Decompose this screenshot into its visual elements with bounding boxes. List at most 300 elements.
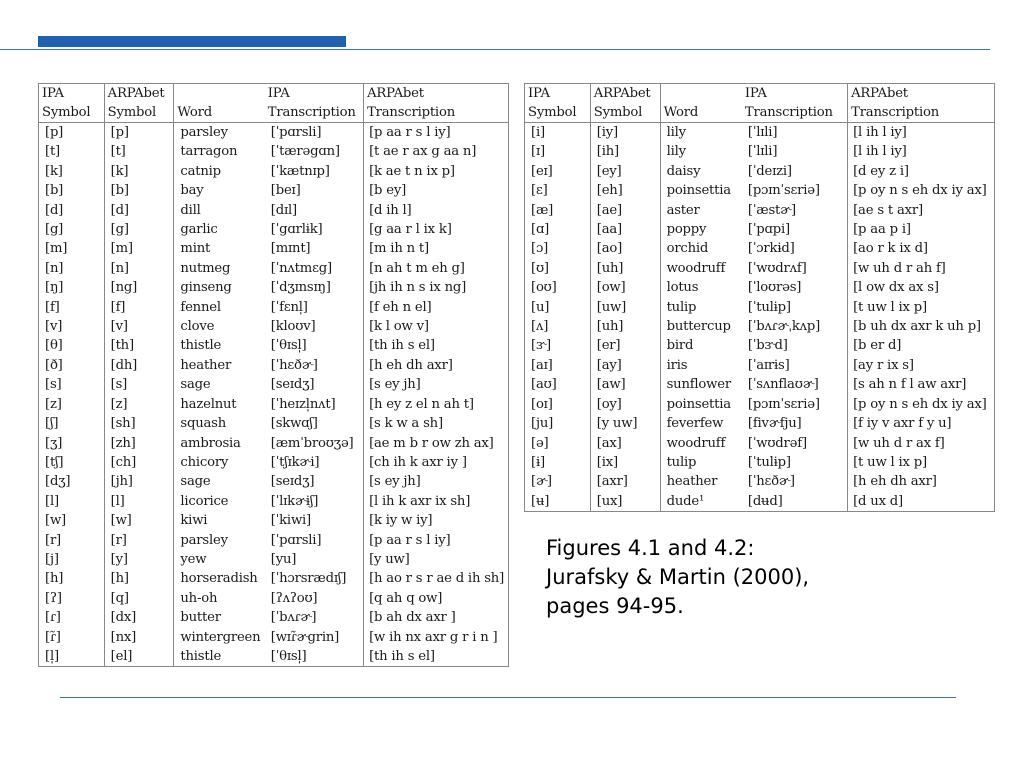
cell-word: dude¹: [666, 493, 705, 509]
cell-word: garlic: [180, 222, 218, 238]
cell-word: parsley: [180, 125, 228, 140]
cell-ipa-symbol: [r]: [39, 531, 105, 550]
cell-arpabet-transcription: [ao r k ix d]: [853, 241, 928, 257]
cell-ipa-symbol: [k]: [39, 162, 105, 181]
cell-word: clove: [180, 319, 215, 335]
table-row: [525, 123, 995, 143]
header-ipa: IPA: [525, 84, 591, 104]
cell-word: chicory: [180, 454, 229, 470]
cell-arpabet-transcription: [l ow dx ax s]: [853, 280, 939, 296]
cell-word: sage: [180, 474, 211, 490]
cell-ipa-transcription: [ˈheɪzl̩nʌt]: [265, 395, 364, 414]
cell-ipa-transcription: [ˈtulɨp]: [742, 298, 848, 317]
cell-arpabet-symbol: [dx]: [104, 608, 174, 627]
cell-ipa-transcription: [ˈgɑrlɨk]: [265, 220, 364, 239]
cell-arpabet-symbol: [q]: [104, 589, 174, 608]
cell-arpabet-transcription: [q ah q ow]: [369, 590, 443, 606]
cell-arpabet-symbol: [z]: [104, 395, 174, 414]
cell-arpabet-symbol: [sh]: [104, 414, 174, 433]
table-row: [525, 317, 995, 336]
table-row: [39, 181, 509, 200]
header-symbol: Symbol: [525, 103, 591, 123]
table-row: [39, 336, 509, 355]
cell-ipa-symbol: [b]: [39, 181, 105, 200]
cell-word: squash: [180, 416, 227, 432]
cell-ipa-symbol: [z]: [39, 395, 105, 414]
cell-word: bird: [666, 338, 694, 354]
cell-ipa-transcription: [seɪdʒ]: [265, 375, 364, 394]
header-symbol: Symbol: [590, 103, 660, 123]
cell-ipa-transcription: [ˈaɪrɨs]: [742, 356, 848, 375]
cell-word: tarragon: [180, 144, 238, 160]
table-row: [525, 239, 995, 258]
cell-arpabet-symbol: [nx]: [104, 628, 174, 647]
cell-ipa-transcription: [mɪnt]: [265, 239, 364, 258]
table-row: [39, 142, 509, 161]
cell-arpabet-symbol: [k]: [104, 162, 174, 181]
header-row-1: [525, 84, 995, 104]
cell-word: sunflower: [666, 377, 731, 393]
cell-word: iris: [666, 357, 688, 373]
cell-arpabet-symbol: [n]: [104, 259, 174, 278]
cell-ipa-symbol: [tʃ]: [39, 453, 105, 472]
table-row: [39, 628, 509, 647]
cell-arpabet-transcription: [t uw l ix p]: [853, 299, 927, 315]
cell-arpabet-transcription: [ae m b r ow zh ax]: [369, 435, 494, 451]
cell-ipa-symbol: [ɾ]: [39, 608, 105, 627]
cell-arpabet-transcription: [p oy n s eh dx iy ax]: [853, 396, 987, 412]
header-transcription: Transcription: [364, 103, 509, 123]
cell-word: woodruff: [666, 435, 726, 451]
cell-ipa-symbol: [l̩]: [39, 647, 105, 667]
cell-word: butter: [180, 610, 221, 626]
table-row: [525, 356, 995, 375]
cell-arpabet-transcription: [th ih s el]: [369, 648, 435, 664]
header-ipa: IPA: [265, 84, 364, 104]
cell-arpabet-transcription: [th ih s el]: [369, 338, 435, 354]
table-row: [39, 434, 509, 453]
cell-arpabet-transcription: [d ih l]: [369, 202, 412, 218]
cell-arpabet-transcription: [k iy w iy]: [369, 513, 433, 529]
cell-ipa-symbol: [h]: [39, 569, 105, 588]
table-row: [39, 395, 509, 414]
figure-caption: [546, 534, 966, 621]
header-symbol: Symbol: [39, 103, 105, 123]
table-row: [39, 298, 509, 317]
cell-arpabet-transcription: [p aa p i]: [853, 222, 911, 238]
cell-ipa-symbol: [aɪ]: [525, 356, 591, 375]
cell-arpabet-symbol: [ax]: [590, 434, 660, 453]
cell-ipa-symbol: [j]: [39, 550, 105, 569]
cell-arpabet-transcription: [m ih n t]: [369, 241, 429, 257]
cell-arpabet-symbol: [ng]: [104, 278, 174, 297]
cell-arpabet-symbol: [f]: [104, 298, 174, 317]
cell-arpabet-symbol: [oy]: [590, 395, 660, 414]
cell-word: feverfew: [666, 416, 724, 432]
cell-ipa-transcription: [pɔɪnˈsɛriə]: [742, 395, 848, 414]
cell-ipa-transcription: [ˈhɔrsrædɪʃ]: [265, 569, 364, 588]
cell-arpabet-symbol: [ux]: [590, 492, 660, 512]
cell-ipa-symbol: [ju]: [525, 414, 591, 433]
cell-ipa-symbol: [u]: [525, 298, 591, 317]
table-row: [525, 201, 995, 220]
cell-ipa-transcription: [ˈbʌɾɚ]: [265, 608, 364, 627]
cell-word: tulip: [666, 299, 697, 315]
table-row: [39, 511, 509, 530]
cell-ipa-transcription: [ˈtærəgɑn]: [265, 142, 364, 161]
table-row: [39, 492, 509, 511]
cell-ipa-symbol: [v]: [39, 317, 105, 336]
cell-word: wintergreen: [180, 629, 261, 645]
header-row-1: [39, 84, 509, 104]
cell-arpabet-symbol: [y uw]: [590, 414, 660, 433]
caption-line: Jurafsky & Martin (2000),: [546, 565, 810, 589]
cell-ipa-symbol: [ɝ]: [525, 336, 591, 355]
cell-ipa-transcription: [skwɑʃ]: [265, 414, 364, 433]
header-arpabet: ARPAbet: [104, 84, 174, 104]
table-row: [39, 356, 509, 375]
cell-arpabet-symbol: [s]: [104, 375, 174, 394]
cell-word: poinsettia: [666, 396, 731, 412]
cell-word: lily: [666, 144, 686, 160]
table-row: [525, 220, 995, 239]
cell-ipa-symbol: [ə]: [525, 434, 591, 453]
table-row: [39, 531, 509, 550]
cell-arpabet-transcription: [p aa r s l iy]: [369, 532, 451, 548]
cell-arpabet-symbol: [v]: [104, 317, 174, 336]
cell-ipa-transcription: [ˈdeɪzi]: [742, 162, 848, 181]
cell-ipa-symbol: [n]: [39, 259, 105, 278]
cell-arpabet-transcription: [f iy v axr f y u]: [853, 416, 952, 432]
cell-ipa-transcription: [ˈlɪli]: [742, 123, 848, 143]
cell-ipa-transcription: [ˈkiwi]: [265, 511, 364, 530]
cell-word: fennel: [180, 299, 221, 315]
table-row: [39, 472, 509, 491]
cell-word: buttercup: [666, 319, 731, 335]
cell-arpabet-transcription: [h eh dh axr]: [369, 357, 453, 373]
cell-arpabet-transcription: [h eh dh axr]: [853, 474, 937, 490]
table-row: [39, 220, 509, 239]
cell-word: yew: [180, 551, 207, 567]
table-row: [39, 259, 509, 278]
cell-arpabet-transcription: [w uh d r ax f]: [853, 435, 945, 451]
cell-ipa-transcription: [ˈwʊdrʌf]: [742, 259, 848, 278]
cell-arpabet-transcription: [t uw l ix p]: [853, 454, 927, 470]
cell-arpabet-transcription: [l ih l iy]: [853, 125, 907, 140]
cell-ipa-transcription: [ˈlɪli]: [742, 142, 848, 161]
cell-word: thistle: [180, 338, 222, 354]
cell-arpabet-symbol: [uw]: [590, 298, 660, 317]
cell-ipa-transcription: [yu]: [265, 550, 364, 569]
cell-arpabet-symbol: [h]: [104, 569, 174, 588]
cell-word: heather: [180, 357, 232, 373]
cell-word: woodruff: [666, 260, 726, 276]
header-transcription: Transcription: [848, 103, 995, 123]
table-row: [39, 239, 509, 258]
cell-arpabet-symbol: [er]: [590, 336, 660, 355]
cell-arpabet-symbol: [zh]: [104, 434, 174, 453]
table-row: [525, 142, 995, 161]
cell-ipa-symbol: [p]: [39, 123, 105, 143]
table-row: [39, 414, 509, 433]
header-ipa: IPA: [39, 84, 105, 104]
cell-ipa-symbol: [ð]: [39, 356, 105, 375]
cell-ipa-transcription: [ˈpɑrsli]: [265, 531, 364, 550]
cell-arpabet-transcription: [k l ow v]: [369, 319, 429, 335]
cell-arpabet-transcription: [f eh n el]: [369, 299, 432, 315]
cell-word: licorice: [180, 493, 229, 509]
cell-arpabet-transcription: [s ey jh]: [369, 474, 421, 490]
cell-arpabet-transcription: [h ey z el n ah t]: [369, 396, 474, 412]
cell-ipa-symbol: [ɚ]: [525, 472, 591, 491]
cell-ipa-symbol: [oʊ]: [525, 278, 591, 297]
cell-ipa-transcription: [ˈbɝd]: [742, 336, 848, 355]
cell-arpabet-symbol: [aw]: [590, 375, 660, 394]
cell-ipa-transcription: [beɪ]: [265, 181, 364, 200]
table-row: [39, 162, 509, 181]
cell-arpabet-transcription: [d ey z i]: [853, 163, 909, 179]
cell-ipa-symbol: [ɔ]: [525, 239, 591, 258]
cell-ipa-symbol: [t]: [39, 142, 105, 161]
cell-ipa-symbol: [ʊ]: [525, 259, 591, 278]
cell-word: parsley: [180, 532, 228, 548]
cell-word: lotus: [666, 280, 699, 296]
cell-word: poinsettia: [666, 183, 731, 199]
cell-arpabet-transcription: [ch ih k axr iy ]: [369, 454, 467, 470]
cell-ipa-symbol: [ʒ]: [39, 434, 105, 453]
table-row: [39, 453, 509, 472]
cell-ipa-transcription: [ˈhɛðɚ]: [742, 472, 848, 491]
cell-arpabet-transcription: [b er d]: [853, 338, 902, 354]
cell-ipa-symbol: [ʃ]: [39, 414, 105, 433]
top-divider: [0, 49, 990, 50]
cell-ipa-transcription: [ˈpɑrsli]: [265, 123, 364, 143]
cell-ipa-transcription: [seɪdʒ]: [265, 472, 364, 491]
cell-ipa-symbol: [dʒ]: [39, 472, 105, 491]
cell-arpabet-symbol: [p]: [104, 123, 174, 143]
cell-ipa-transcription: [ˈæstɚ]: [742, 201, 848, 220]
table-row: [39, 647, 509, 667]
table-row: [39, 317, 509, 336]
cell-ipa-symbol: [m]: [39, 239, 105, 258]
table-row: [39, 375, 509, 394]
cell-ipa-transcription: [dʉd]: [742, 492, 848, 512]
table-row: [525, 298, 995, 317]
header-arpabet: ARPAbet: [851, 86, 908, 101]
cell-ipa-transcription: [ˈtulɨp]: [742, 453, 848, 472]
cell-ipa-transcription: [ˈɔrkɨd]: [742, 239, 848, 258]
cell-word: horseradish: [180, 571, 258, 587]
cell-arpabet-transcription: [l ih l iy]: [853, 144, 907, 160]
cell-ipa-transcription: [ˈnʌtmɛg]: [265, 259, 364, 278]
cell-arpabet-symbol: [ih]: [590, 142, 660, 161]
table-row: [39, 589, 509, 608]
cell-ipa-transcription: [ˈwʊdrəf]: [742, 434, 848, 453]
table-row: [39, 201, 509, 220]
cell-ipa-transcription: [wɪɾ̃ɚgrin]: [265, 628, 364, 647]
cell-arpabet-transcription: [y uw]: [369, 551, 410, 567]
cell-ipa-symbol: [i]: [525, 123, 591, 143]
cell-word: orchid: [666, 241, 709, 257]
cell-ipa-symbol: [l]: [39, 492, 105, 511]
cell-ipa-symbol: [f]: [39, 298, 105, 317]
table-row: [525, 181, 995, 200]
cell-arpabet-symbol: [ay]: [590, 356, 660, 375]
table-row: [525, 472, 995, 491]
cell-arpabet-symbol: [l]: [104, 492, 174, 511]
cell-ipa-symbol: [ʔ]: [39, 589, 105, 608]
table-row: [525, 453, 995, 472]
header-word: Word: [174, 103, 265, 123]
cell-arpabet-transcription: [g aa r l ix k]: [369, 222, 452, 238]
cell-arpabet-transcription: [ay r ix s]: [853, 357, 914, 373]
cell-arpabet-symbol: [y]: [104, 550, 174, 569]
cell-arpabet-symbol: [eh]: [590, 181, 660, 200]
table-row: [39, 608, 509, 627]
cell-word: sage: [180, 377, 211, 393]
table-row: [39, 550, 509, 569]
cell-arpabet-symbol: [g]: [104, 220, 174, 239]
cell-ipa-transcription: [dɪl]: [265, 201, 364, 220]
table-row: [39, 569, 509, 588]
cell-word: daisy: [666, 163, 701, 179]
table-row: [39, 123, 509, 143]
table-row: [525, 395, 995, 414]
cell-word: ginseng: [180, 280, 232, 296]
cell-ipa-transcription: [ˈloʊrəs]: [742, 278, 848, 297]
cell-word: lily: [666, 125, 686, 140]
table-row: [525, 434, 995, 453]
consonants-table: [38, 83, 509, 667]
cell-word: heather: [666, 474, 718, 490]
cell-ipa-symbol: [θ]: [39, 336, 105, 355]
cell-ipa-symbol: [ɛ]: [525, 181, 591, 200]
cell-ipa-transcription: [ˈθɪsl̩]: [265, 336, 364, 355]
cell-ipa-symbol: [oɪ]: [525, 395, 591, 414]
cell-ipa-symbol: [ɨ]: [525, 453, 591, 472]
cell-arpabet-symbol: [ao]: [590, 239, 660, 258]
cell-arpabet-symbol: [ch]: [104, 453, 174, 472]
cell-ipa-transcription: [ˈkætnɪp]: [265, 162, 364, 181]
cell-arpabet-symbol: [ae]: [590, 201, 660, 220]
cell-arpabet-symbol: [ow]: [590, 278, 660, 297]
header-word: Word: [660, 103, 742, 123]
cell-word: poppy: [666, 222, 707, 238]
cell-arpabet-symbol: [iy]: [590, 123, 660, 143]
cell-ipa-symbol: [s]: [39, 375, 105, 394]
table-row: [525, 492, 995, 512]
table-row: [525, 259, 995, 278]
cell-arpabet-transcription: [p oy n s eh dx iy ax]: [853, 183, 987, 199]
header-row-2: [39, 103, 509, 123]
bottom-divider: [60, 697, 956, 698]
cell-ipa-transcription: [kloʊv]: [265, 317, 364, 336]
header-symbol: Symbol: [104, 103, 174, 123]
cell-ipa-transcription: [ˈpɑpi]: [742, 220, 848, 239]
title-accent-bar: [38, 36, 346, 47]
cell-arpabet-symbol: [aa]: [590, 220, 660, 239]
cell-arpabet-transcription: [h ao r s r ae d ih sh]: [369, 571, 505, 587]
cell-arpabet-transcription: [k ae t n ix p]: [369, 163, 455, 179]
cell-ipa-transcription: [ˈhɛðɚ]: [265, 356, 364, 375]
cell-ipa-transcription: [æmˈbroʊʒə]: [265, 434, 364, 453]
cell-ipa-symbol: [d]: [39, 201, 105, 220]
cell-ipa-transcription: [ˈbʌɾɚˌkʌp]: [742, 317, 848, 336]
cell-ipa-symbol: [ʌ]: [525, 317, 591, 336]
cell-ipa-transcription: [ˈsʌnflaʊɚ]: [742, 375, 848, 394]
header-transcription: Transcription: [742, 103, 848, 123]
cell-ipa-transcription: [pɔɪnˈsɛriə]: [742, 181, 848, 200]
cell-arpabet-symbol: [dh]: [104, 356, 174, 375]
table-row: [525, 162, 995, 181]
cell-arpabet-symbol: [axr]: [590, 472, 660, 491]
cell-ipa-symbol: [ʉ]: [525, 492, 591, 512]
vowels-body: [525, 123, 995, 512]
header-blank: [174, 84, 265, 104]
cell-ipa-symbol: [æ]: [525, 201, 591, 220]
header-ipa: IPA: [742, 84, 848, 104]
table-row: [525, 278, 995, 297]
cell-arpabet-symbol: [d]: [104, 201, 174, 220]
cell-word: kiwi: [180, 513, 208, 529]
cell-ipa-symbol: [eɪ]: [525, 162, 591, 181]
cell-ipa-symbol: [ŋ]: [39, 278, 105, 297]
cell-arpabet-symbol: [el]: [104, 647, 174, 667]
cell-word: mint: [180, 241, 211, 257]
header-arpabet: ARPAbet: [367, 86, 424, 101]
cell-arpabet-symbol: [t]: [104, 142, 174, 161]
cell-word: aster: [666, 202, 700, 218]
cell-arpabet-transcription: [w uh d r ah f]: [853, 260, 946, 276]
header-arpabet: ARPAbet: [590, 84, 660, 104]
cell-arpabet-symbol: [ey]: [590, 162, 660, 181]
cell-word: ambrosia: [180, 435, 241, 451]
cell-ipa-symbol: [ɪ]: [525, 142, 591, 161]
cell-ipa-symbol: [g]: [39, 220, 105, 239]
cell-arpabet-symbol: [jh]: [104, 472, 174, 491]
vowels-table: [524, 83, 995, 512]
cell-arpabet-transcription: [w ih nx axr g r i n ]: [369, 629, 498, 645]
cell-arpabet-transcription: [t ae r ax g aa n]: [369, 144, 477, 160]
cell-ipa-transcription: [ˈlɪkɚɨʃ]: [265, 492, 364, 511]
table-row: [525, 414, 995, 433]
table-row: [39, 278, 509, 297]
cell-ipa-transcription: [fivɚfju]: [742, 414, 848, 433]
cell-arpabet-transcription: [s ah n f l aw axr]: [853, 377, 967, 393]
cell-arpabet-symbol: [uh]: [590, 259, 660, 278]
cell-ipa-symbol: [aʊ]: [525, 375, 591, 394]
cell-ipa-transcription: [ʔʌʔoʊ]: [265, 589, 364, 608]
caption-line: Figures 4.1 and 4.2:: [546, 536, 755, 560]
cell-arpabet-transcription: [n ah t m eh g]: [369, 260, 465, 276]
cell-word: thistle: [180, 648, 222, 664]
cell-arpabet-transcription: [s ey jh]: [369, 377, 421, 393]
cell-arpabet-symbol: [ix]: [590, 453, 660, 472]
cell-word: dill: [180, 202, 201, 218]
cell-word: hazelnut: [180, 396, 237, 412]
cell-arpabet-transcription: [l ih k axr ix sh]: [369, 493, 471, 509]
cell-ipa-symbol: [ɑ]: [525, 220, 591, 239]
cell-arpabet-symbol: [w]: [104, 511, 174, 530]
cell-ipa-transcription: [ˈdʒɪnsɪŋ]: [265, 278, 364, 297]
cell-arpabet-transcription: [b ey]: [369, 183, 407, 199]
cell-ipa-transcription: [ˈtʃɪkɚi]: [265, 453, 364, 472]
cell-arpabet-transcription: [p aa r s l iy]: [369, 125, 451, 140]
cell-arpabet-transcription: [b ah dx axr ]: [369, 610, 456, 626]
cell-word: uh-oh: [180, 590, 218, 606]
cell-arpabet-symbol: [b]: [104, 181, 174, 200]
header-row-2: [525, 103, 995, 123]
